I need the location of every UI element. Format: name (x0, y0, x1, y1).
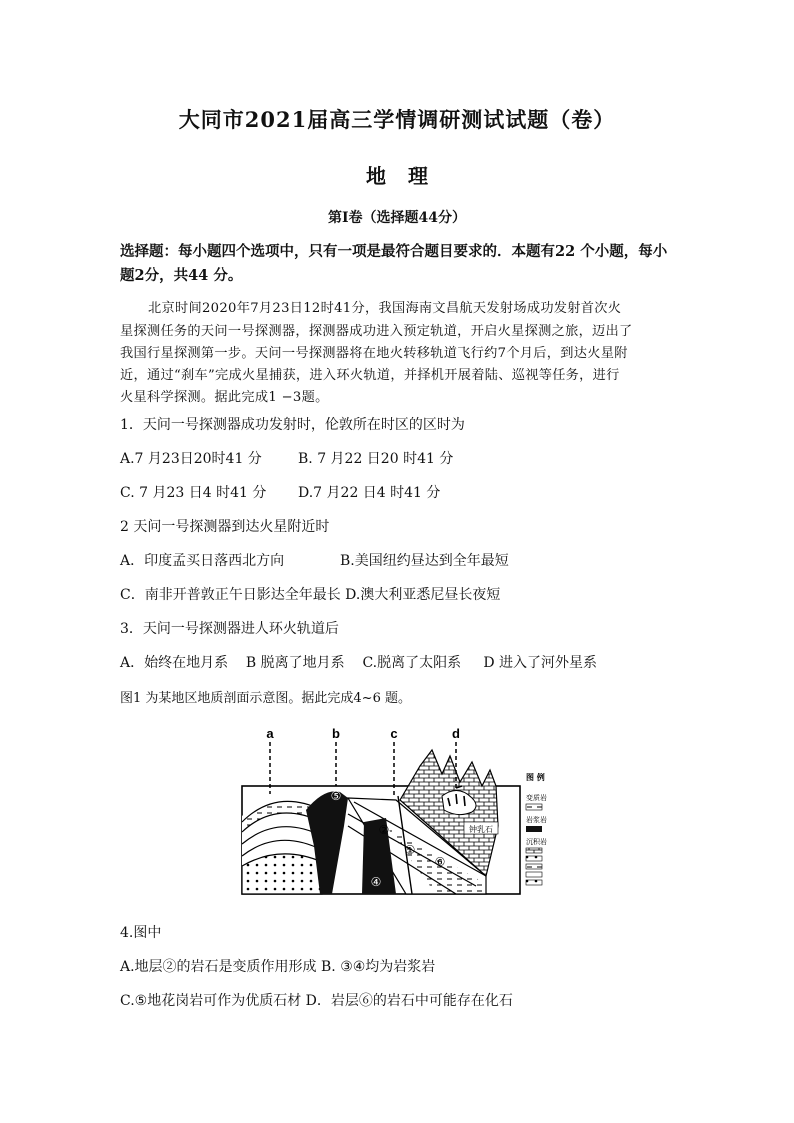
question-2-option-a: A．印度孟买日落西北方向 (120, 553, 285, 569)
question-3-options: A．始终在地月系 B 脱离了地月系 C.脱离了太阳系 D 进入了河外星系 (120, 655, 598, 671)
layer-label-6: ⑥ (434, 855, 446, 869)
geologic-cross-section-figure (236, 726, 564, 898)
marker-label-a: a (266, 726, 274, 741)
question-1-stem: 1．天问一号探测器成功发射时，伦敦所在时区的区时为 (120, 417, 465, 433)
legend-swatch-igneous (526, 826, 542, 832)
figure-caption: 图1 为某地区地质剖面示意图。据此完成4~6 题。 (120, 691, 411, 706)
question-2-stem: 2 天问一号探测器到达火星附近时 (120, 519, 330, 535)
question-1-option-d: D.7 月22 日4 时41 分 (298, 485, 441, 501)
section-heading: 第Ⅰ卷（选择题44分） (327, 210, 467, 226)
question-1-option-a: A.7 月23日20时41 分 (120, 451, 262, 467)
question-1-option-c: C. 7 月23 日4 时41 分 (120, 485, 267, 501)
layer-label-5: ⑤ (330, 789, 342, 803)
layer-label-4: ④ (370, 875, 382, 889)
layer-label-1: ① (404, 843, 416, 857)
question-2-option-b: B.美国纽约昼达到全年最短 (340, 553, 509, 569)
marker-label-b: b (332, 726, 340, 741)
question-4-options-cd: C.⑤地花岗岩可作为优质石材 D．岩层⑥的岩石中可能存在化石 (120, 993, 513, 1009)
question-1-option-b: B. 7 月22 日20 时41 分 (298, 451, 454, 467)
question-4-stem: 4.图中 (120, 925, 162, 941)
layer-label-2: ② (378, 823, 390, 837)
legend-swatch-conglomerate (526, 880, 542, 885)
instructions-line-1: 选择题：每小题四个选项中，只有一项是最符合题目要求的．本题有22 个小题，每小 (120, 243, 668, 260)
question-2-options-cd: C．南非开普敦正午日影达全年最长 D.澳大利亚悉尼昼长夜短 (120, 587, 501, 603)
legend-swatch-shale (526, 864, 542, 869)
legend-swatch-sandstone (526, 856, 542, 861)
legend-item-sedimentary: 沉积岩 (526, 838, 547, 846)
passage-line: 火星科学探测。据此完成1 −3题。 (120, 390, 329, 405)
question-4-options-ab: A.地层②的岩石是变质作用形成 B. ③④均为岩浆岩 (120, 959, 436, 975)
legend-item-metamorphic: 变质岩 (526, 794, 547, 802)
legend-item-igneous: 岩浆岩 (526, 816, 547, 824)
passage-line: 星探测任务的天问一号探测器，探测器成功进入预定轨道，开启火星探测之旅，迈出了 (120, 324, 633, 339)
instructions-line-2: 题2分，共44 分。 (120, 267, 243, 284)
question-3-stem: 3．天问一号探测器进人环火轨道后 (120, 621, 339, 637)
legend-swatch-other (526, 872, 542, 877)
marker-label-d: d (452, 726, 460, 741)
subject-title: 地理 (366, 164, 450, 188)
legend-swatch-limestone (526, 848, 542, 853)
passage-line: 近，通过“刹车”完成火星捕获，进入环火轨道，并择机开展着陆、巡视等任务，进行 (120, 368, 620, 383)
legend-title: 图 例 (526, 773, 545, 782)
marker-label-c: c (390, 726, 398, 741)
passage-line: 北京时间2020年7月23日12时41分，我国海南文昌航天发射场成功发射首次火 (148, 301, 622, 316)
exam-title: 大同市2021届高三学情调研测试试题（卷） (178, 107, 616, 132)
legend-swatch-metamorphic (526, 804, 542, 810)
passage-line: 我国行星探测第一步。天问一号探测器将在地火转移轨道飞行约7个月后，到达火星附 (120, 346, 628, 361)
cave-label: 钟乳石 (469, 825, 493, 834)
